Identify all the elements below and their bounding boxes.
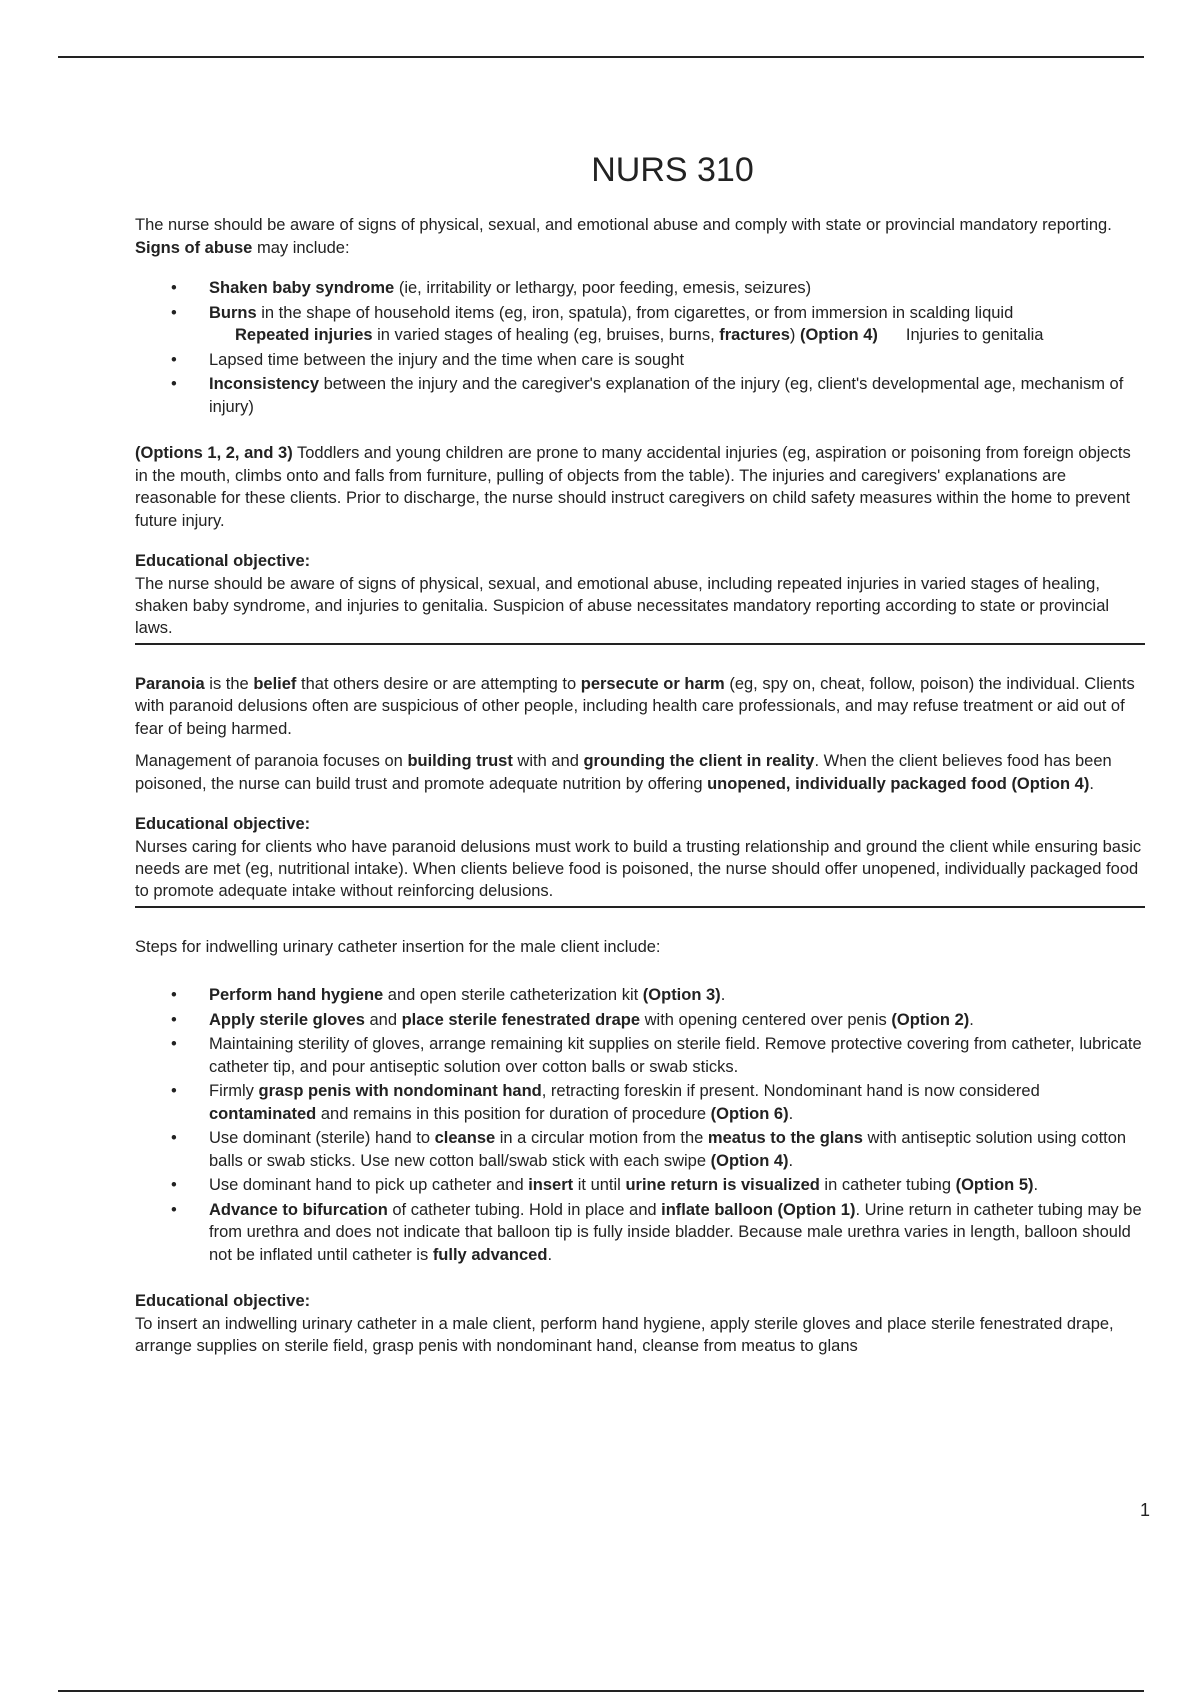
header-rule xyxy=(58,56,1144,58)
footer-rule xyxy=(58,1690,1144,1692)
list-item: • Use dominant hand to pick up catheter and insert it until urine return is visualized in catheter tubing (Option 5). xyxy=(135,1174,1145,1197)
catheter-steps-list xyxy=(135,984,1145,1266)
list-item: • Maintaining sterility of gloves, arrange remaining kit supplies on sterile field. Remove protective covering from catheter, lubricate catheter tip, and pour antiseptic solution over cotton balls or swab sticks. xyxy=(135,1033,1145,1078)
catheter-edu-text: To insert an indwelling urinary catheter in a male client, perform hand hygiene, apply sterile gloves and place sterile fenestrated drape, arrange supplies on sterile field, grasp penis with nondominant hand, cleanse from meatus to glans xyxy=(135,1314,1114,1355)
paranoia-edu-title: Educational objective: xyxy=(135,815,311,833)
catheter-intro: Steps for indwelling urinary catheter insertion for the male client include: xyxy=(135,937,661,956)
section-divider xyxy=(135,906,1145,908)
list-item: • Use dominant (sterile) hand to cleanse in a circular motion from the meatus to the glans with antiseptic solution using cotton balls or swab sticks. Use new cotton ball/swab stick with each swipe (Option 4). xyxy=(135,1127,1145,1172)
abuse-signs-list xyxy=(135,277,1145,418)
paranoia-paragraph-2: Management of paranoia focuses on building trust with and grounding the client in reality. When the client believes food has been poisoned, the nurse can build trust and promote adequate nutrition by offering unopened, individually packaged food (Option 4). xyxy=(135,752,1112,793)
abuse-edu-title: Educational objective: xyxy=(135,552,311,570)
abuse-options-paragraph: (Options 1, 2, and 3) Toddlers and young children are prone to many accidental injuries (eg, aspiration or poisoning from foreign objects in the mouth, climbs onto and falls from furniture, pulling of objects from the table). The injuries and caregivers' explanations are reasonable for these clients. Prior to discharge, the nurse should instruct caregivers on child safety measures within the home to prevent future injury. xyxy=(135,444,1131,530)
document-page xyxy=(135,148,1145,1358)
document-title: NURS 310 xyxy=(591,151,754,189)
list-item: • Firmly grasp penis with nondominant hand, retracting foreskin if present. Nondominant hand is now considered contaminated and remains in this position for duration of procedure (Option 6). xyxy=(135,1080,1145,1125)
list-item: Repeated injuries in varied stages of healing (eg, bruises, burns, fractures) (Option 4) Injuries to genitalia xyxy=(235,326,1044,344)
list-item: • Shaken baby syndrome (ie, irritability or lethargy, poor feeding, emesis, seizures) xyxy=(135,277,1145,300)
abuse-edu-text: The nurse should be aware of signs of physical, sexual, and emotional abuse, including repeated injuries in varied stages of healing, shaken baby syndrome, and injuries to genitalia. Suspicion of abuse necessitates mandatory reporting according to state or provincial laws. xyxy=(135,574,1110,637)
abuse-intro: The nurse should be aware of signs of physical, sexual, and emotional abuse and comply with state or provincial mandatory reporting. Signs of abuse may include: xyxy=(135,216,1112,257)
section-divider xyxy=(135,643,1145,645)
paranoia-paragraph-1: Paranoia is the belief that others desire or are attempting to persecute or harm (eg, spy on, cheat, follow, poison) the individual. Clients with paranoid delusions often are suspicious of other people, including health care professionals, and may refuse treatment or aid out of fear of being harmed. xyxy=(135,674,1135,738)
catheter-edu-title: Educational objective: xyxy=(135,1292,311,1310)
list-item: • Lapsed time between the injury and the time when care is sought xyxy=(135,349,1145,372)
list-item: • Apply sterile gloves and place sterile fenestrated drape with opening centered over penis (Option 2). xyxy=(135,1009,1145,1032)
paranoia-edu-text: Nurses caring for clients who have paranoid delusions must work to build a trusting relationship and ground the client while ensuring basic needs are met (eg, nutritional intake). When clients believe food is poisoned, the nurse should offer unopened, individually packaged food to promote adequate intake without reinforcing delusions. xyxy=(135,837,1142,900)
list-item: • Perform hand hygiene and open sterile catheterization kit (Option 3). xyxy=(135,984,1145,1007)
list-item: • Inconsistency between the injury and the caregiver's explanation of the injury (eg, client's developmental age, mechanism of injury) xyxy=(135,373,1145,418)
list-item: • Advance to bifurcation of catheter tubing. Hold in place and inflate balloon (Option 1). Urine return in catheter tubing may be from urethra and does not indicate that balloon tip is fully inside bladder. Because male urethra varies in length, balloon should not be inflated until catheter is fully advanced. xyxy=(135,1199,1145,1267)
list-item: • Burns in the shape of household items (eg, iron, spatula), from cigarettes, or from immersion in scalding liquid xyxy=(135,302,1145,325)
page-number: 1 xyxy=(1139,1500,1150,1520)
